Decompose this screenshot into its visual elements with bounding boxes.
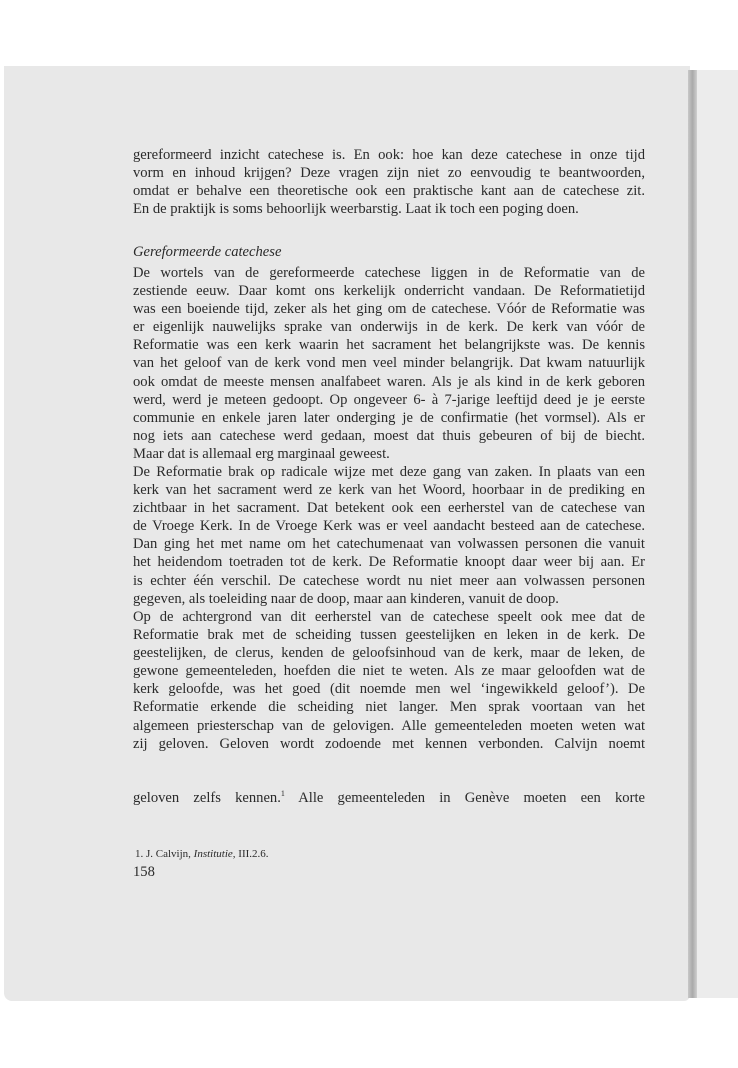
- text-line: kerk van het sacrament werd ze kerk van het Woord, hoorbaar in de prediking en: [133, 482, 645, 499]
- text-line: gereformeerd inzicht catechese is. En ook: hoe kan deze catechese in onze tijd: [133, 147, 645, 163]
- text-line: zestiende eeuw. Daar komt ons kerkelijk onderricht vandaan. De Reformatietijd: [133, 283, 645, 300]
- paragraph-clergy-last-line: [133, 789, 645, 807]
- text-line: de Vroege Kerk. In de Vroege Kerk was er veel aandacht besteed aan de catechese.: [133, 518, 645, 535]
- text-line: [133, 789, 645, 807]
- text-line: werd, werd je meteen gedoopt. Op ongeveer 6- à 7-jarige leeftijd deed je je eerste: [133, 391, 645, 408]
- text-line: ook omdat de meeste mensen analfabeet waren. Als je als kind in de kerk geboren: [133, 373, 645, 390]
- footnote-ref[interactable]: 1: [280, 788, 285, 798]
- text-line: het heidendom toetraden tot de kerk. De Reformatie knoopt daar weer bij aan. Er: [133, 554, 645, 571]
- text-line: nog iets aan catechese werd gedaan, moest dat thuis gebeuren of bij de biecht.: [133, 427, 645, 444]
- footnote-title: Institutie,: [193, 848, 236, 860]
- book-spine-edge: [688, 70, 697, 998]
- text-line: Reformatie erkende die scheiding niet langer. Men sprak voortaan van het: [133, 699, 645, 716]
- text-line: Reformatie brak met de scheiding tussen geestelijken en leken in de kerk. De: [133, 627, 645, 644]
- footnote-number: 1.: [135, 848, 144, 860]
- section-heading: Gereformeerde catechese: [133, 244, 282, 260]
- text-line: er eigenlijk nauwelijks sprake van onderwijs in de kerk. De kerk van vóór de: [133, 319, 645, 336]
- text-line: vorm en inhoud krijgen? Deze vragen zijn niet zo eenvoudig te beantwoorden,: [133, 165, 645, 182]
- text-line: was een boeiende tijd, zeker als het ging om de catechese. Vóór de Reformatie was: [133, 301, 645, 318]
- text-fragment: Alle gemeenteleden in Genève moeten een korte: [284, 789, 645, 806]
- adjacent-page-edge: [697, 70, 738, 998]
- text-line: kerk geloofde, was het goed (dit noemde men wel ‘ingewikkeld geloof’). De: [133, 681, 645, 698]
- text-line: Dan ging het met name om het catechumenaat van volwassen personen die vanuit: [133, 536, 645, 553]
- text-line: Op de achtergrond van dit eerherstel van de catechese speelt ook mee dat de: [133, 609, 645, 625]
- footnote: [135, 847, 269, 861]
- text-line: zij geloven. Geloven wordt zodoende met kennen verbonden. Calvijn noemt: [133, 735, 645, 752]
- paragraph-roots: [133, 264, 645, 463]
- paragraph-reformation: [133, 463, 645, 608]
- text-line: gewone gemeenteleden, hoefden die niet te weten. Als ze maar geloofden wat de: [133, 663, 645, 680]
- text-line: communie en enkele jaren later onderging je de confirmatie (het vormsel). Als er: [133, 409, 645, 426]
- page-number: 158: [133, 864, 155, 880]
- footnote-reference: III.2.6.: [238, 848, 269, 860]
- text-line: omdat er behalve een theoretische ook een praktische kant aan de catechese zit.: [133, 183, 645, 200]
- text-line: En de praktijk is soms behoorlijk weerbarstig. Laat ik toch een poging doen.: [133, 201, 579, 218]
- paragraph-intro: [133, 146, 645, 218]
- text-line: is echter één verschil. De catechese wordt nu niet meer aan volwassen personen: [133, 572, 645, 589]
- text-line: van het geloof van de kerk vond men veel minder belangrijk. Dat kwam natuurlijk: [133, 355, 645, 372]
- paragraph-clergy: [133, 608, 645, 753]
- text-line: geestelijken, de clerus, kenden de geloofsinhoud van de kerk, maar de leken, de: [133, 645, 645, 662]
- text-line: Maar dat is allemaal erg marginaal geweest.: [133, 445, 390, 462]
- text-line: gegeven, als toeleiding naar de doop, maar aan kinderen, vanuit de doop.: [133, 590, 559, 607]
- text-line: Reformatie was een kerk waarin het sacrament het belangrijkste was. De kennis: [133, 337, 645, 354]
- text-line: algemeen priesterschap van de gelovigen. Alle gemeenteleden moeten weten wat: [133, 717, 645, 734]
- text-line: zichtbaar in het sacrament. Dat betekent ook een eerherstel van de catechese van: [133, 500, 645, 517]
- footnote-author: J. Calvijn,: [146, 848, 191, 860]
- text-fragment: geloven zelfs kennen.: [133, 789, 281, 806]
- text-line: De wortels van de gereformeerde catechese liggen in de Reformatie van de: [133, 265, 645, 281]
- text-line: De Reformatie brak op radicale wijze met deze gang van zaken. In plaats van een: [133, 464, 645, 480]
